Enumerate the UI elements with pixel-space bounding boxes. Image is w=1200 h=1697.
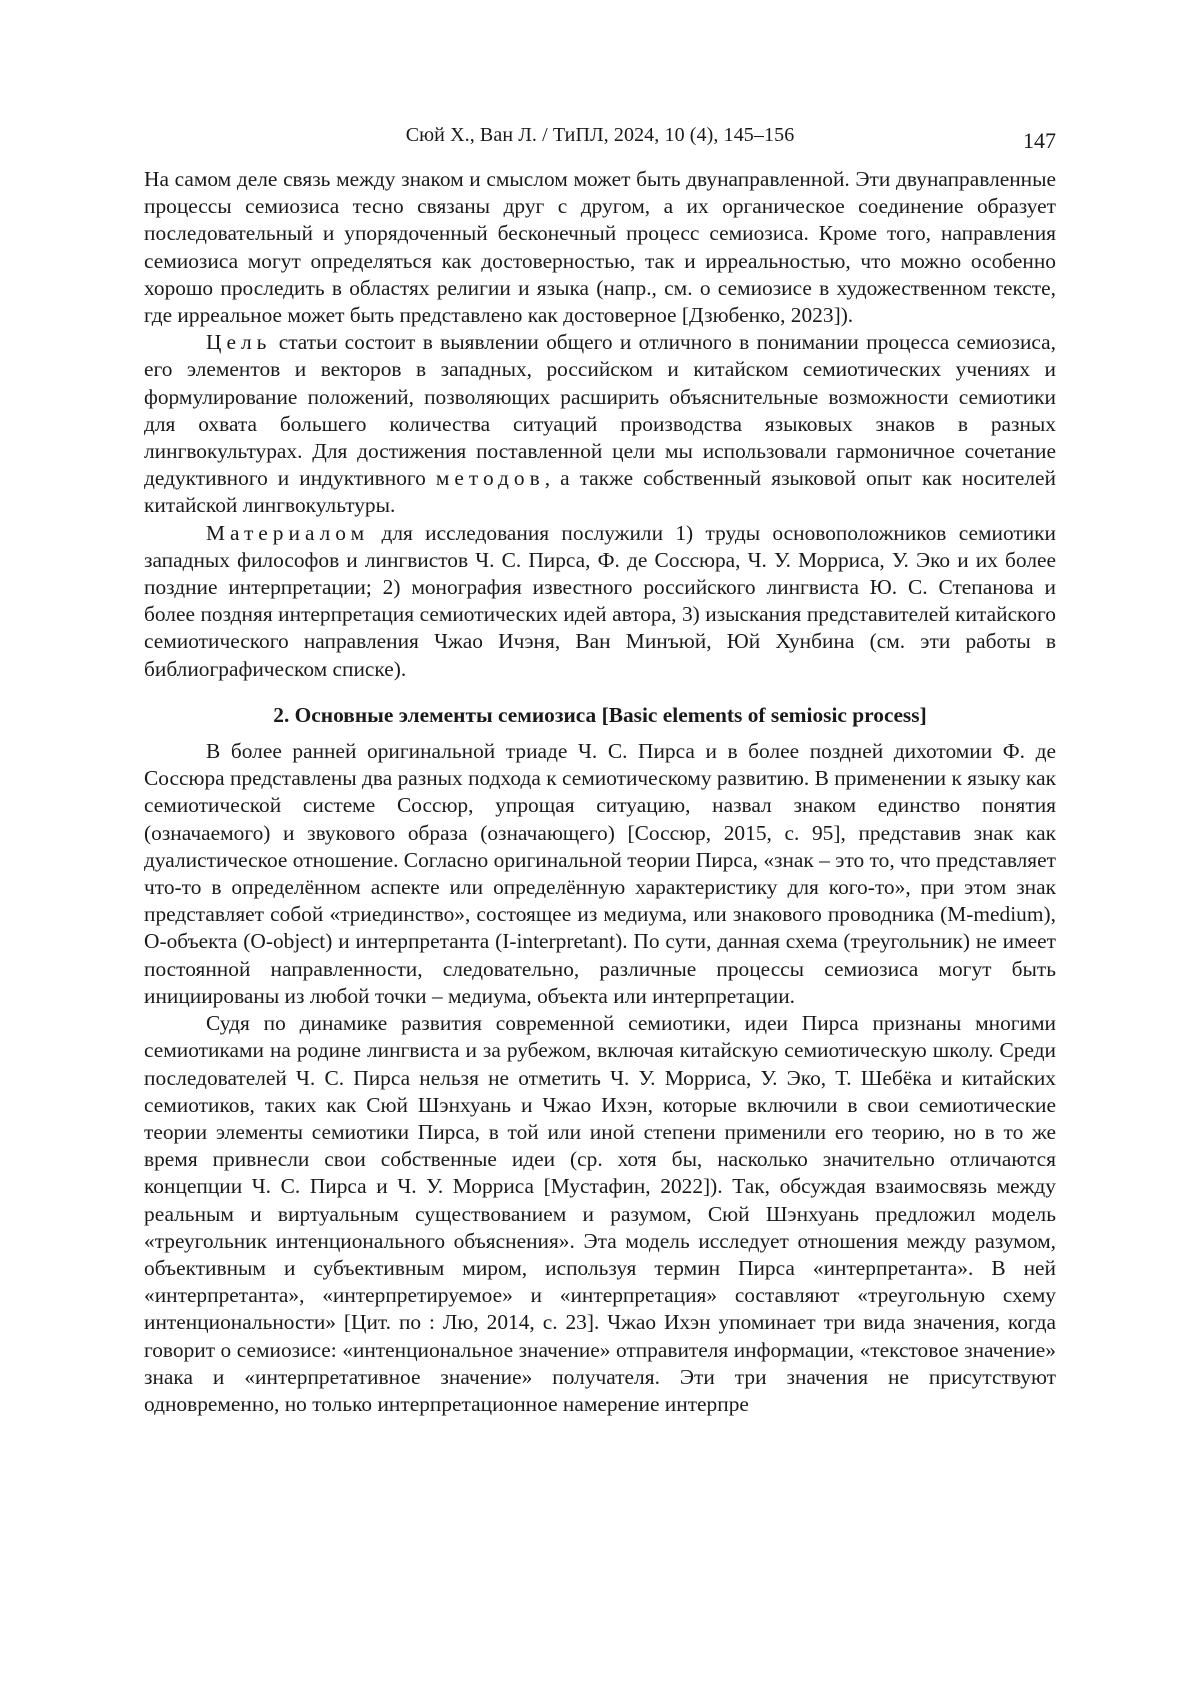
paragraph-purpose-text-a: статьи состоит в выявлении общего и отличного в понимании процесса семиозиса, его элементов и векторов в западных, российском и китайском семиотических учениях и формулирование положений, позволяющих расширить объяснительные возможности семиотики для охвата большего количества ситуаций производства языковых знаков в разных лингвокультурах. Для достижения поставленной цели мы использовали гармоничное сочетание дедуктивного и индуктивного xyxy=(144,330,1056,491)
paragraph-material-text: для исследования послужили 1) труды основоположников семиотики западных философов и лингвистов Ч. С. Пирса, Ф. де Соссюра, Ч. У. Морриса, У. Эко и их более поздние интерпретации; 2) монография известного российского лингвиста Ю. С. Степанова и более поздняя интерпретация семиотических идей автора, 3) изыскания представителей китайского семиотического направления Чжао Ичэня, Ван Минъюй, Юй Хунбина (см. эти работы в библиографическом списке). xyxy=(144,520,1056,681)
running-header: Сюй Х., Ван Л. / ТиПЛ, 2024, 10 (4), 145–156 xyxy=(405,124,795,146)
page-body xyxy=(144,166,1056,1418)
emphasis-material: Материалом xyxy=(206,520,370,545)
paragraph-purpose xyxy=(144,329,1056,519)
paragraph-semiotics-development: Судя по динамике развития современной семиотики, идеи Пирса признаны многими семиотиками на родине лингвиста и за рубежом, включая китайскую семиотическую школу. Среди последователей Ч. С. Пирса нельзя не отметить Ч. У. Морриса, У. Эко, Т. Шебёка и китайских семиотиков, таких как Сюй Шэнхуань и Чжао Ихэн, которые включили в свои семиотические теории элементы семиотики Пирса, в той или иной степени применили его теорию, но в то же время привнесли свои собственные идеи (ср. хотя бы, насколько значительно отличаются концепции Ч. С. Пирса и Ч. У. Морриса [Мустафин, 2022]). Так, обсуждая взаимосвязь между реальным и виртуальным существованием и разумом, Сюй Шэнхуань предложил модель «треугольник интенционального объяснения». Эта модель исследует отношения между разумом, объективным и субъективным миром, используя термин Пирса «интерпретанта». В ней «интерпретанта», «интерпретируемое» и «интерпретация» составляют «треугольную схему интенциональности» [Цит. по : Лю, 2014, с. 23]. Чжао Ихэн упоминает три вида значения, когда говорит о семиозисе: «интенциональное значение» отправителя информации, «текстовое значение» знака и «интерпретативное значение» получателя. Эти три значения не присутствуют одновременно, но только интерпретационное намерение интерпре xyxy=(144,1011,1056,1416)
paragraph-peirce-saussure: В более ранней оригинальной триаде Ч. С. Пирса и в более поздней дихотомии Ф. де Соссюра представлены два разных подхода к семиотическому развитию. В применении к языку как семиотической системе Соссюр, упрощая ситуацию, назвал знаком единство понятия (означаемого) и звукового образа (означающего) [Соссюр, 2015, с. 95], представив знак как дуалистическое отношение. Согласно оригинальной теории Пирса, «знак – это то, что представляет что-то в определённом аспекте или определённую характеристику для кого-то», при этом знак представляет собой «триединство», состоящее из медиума, или знакового проводника (M-medium), О-объекта (O-object) и интерпретанта (I-interpretant). По сути, данная схема (треугольник) не имеет постоянной направленности, следовательно, различные процессы семиозиса могут быть инициированы из любой точки – медиума, объекта или интерпретации. xyxy=(144,739,1056,1008)
page-number: 147 xyxy=(1023,128,1056,153)
emphasis-methods: методов xyxy=(435,466,545,491)
section-heading: 2. Основные элементы семиозиса [Basic elements of semiosic process] xyxy=(273,702,927,727)
emphasis-purpose: Цель xyxy=(206,330,272,355)
paragraph-purpose-text-b: , а также собственный языковой опыт как носителей китайской лингвокультуры. xyxy=(144,466,1056,518)
paragraph-intro-continuation: На самом деле связь между знаком и смыслом может быть двунаправленной. Эти двунаправленные процессы семиозиса тесно связаны друг с другом, а их органическое соединение образует последовательный и упорядоченный бесконечный процесс семиозиса. Кроме того, направления семиозиса могут определяться как достоверностью, так и ирреальностью, что можно особенно хорошо проследить в областях религии и языка (напр., см. о семиозисе в художественном тексте, где ирреальное может быть представлено как достоверное [Дзюбенко, 2023]). xyxy=(144,167,1056,328)
paragraph-material xyxy=(144,520,1056,683)
